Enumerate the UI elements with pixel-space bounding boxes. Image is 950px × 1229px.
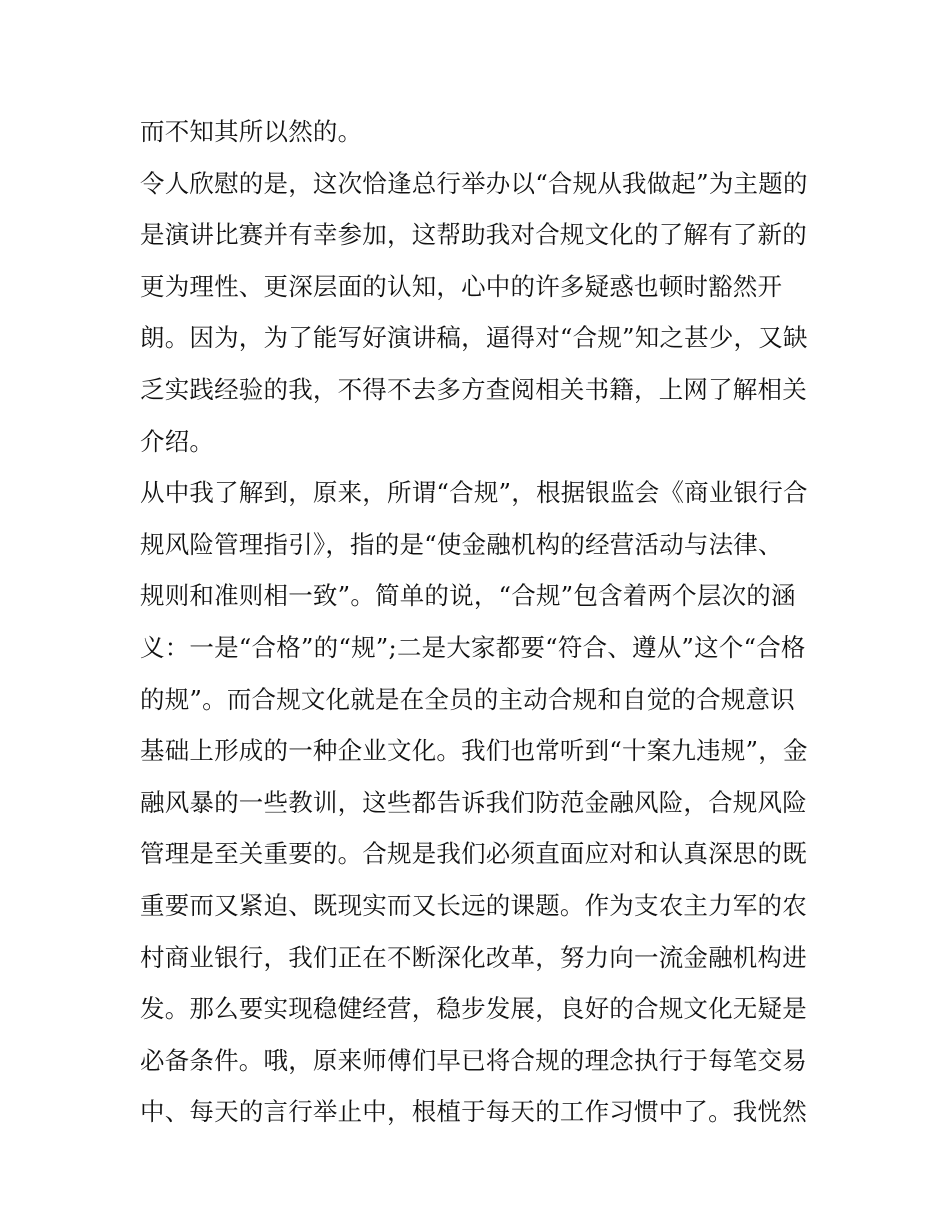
text-line: 中、每天的言行举止中，根植于每天的工作习惯中了。我恍然 — [140, 1097, 807, 1127]
text-line: 基础上形成的一种企业文化。我们也常听到“十案九违规”，金 — [140, 736, 808, 766]
text-line: 发。那么要实现稳健经营，稳步发展，良好的合规文化无疑是 — [140, 994, 807, 1024]
text-line: 规则和准则相一致”。简单的说，“合规”包含着两个层次的涵 — [140, 581, 796, 611]
text-line: 的规”。而合规文化就是在全员的主动合规和自觉的合规意识 — [140, 684, 795, 714]
text-line: 重要而又紧迫、既现实而又长远的课题。作为支农主力军的农 — [140, 890, 807, 920]
text-line: 更为理性、更深层面的认知，心中的许多疑惑也顿时豁然开 — [140, 271, 783, 301]
text-line: 而不知其所以然的。 — [140, 117, 363, 146]
text-line: 必备条件。哦，原来师傅们早已将合规的理念执行于每笔交易 — [140, 1045, 807, 1075]
body-text — [140, 106, 820, 1138]
text-line: 融风暴的一些教训，这些都告诉我们防范金融风险，合规风险 — [140, 787, 807, 817]
text-line: 村商业银行，我们正在不断深化改革，努力向一流金融机构进 — [140, 942, 807, 972]
text-line: 义：一是“合格”的“规”;二是大家都要“符合、遵从”这个“合格 — [140, 632, 806, 662]
text-line: 乏实践经验的我，不得不去多方查阅相关书籍，上网了解相关 — [140, 374, 807, 404]
text-line: 管理是至关重要的。合规是我们必须直面应对和认真深思的既 — [140, 839, 807, 869]
text-line: 从中我了解到，原来，所谓“合规”，根据银监会《商业银行合 — [140, 478, 808, 508]
text-line: 介绍。 — [140, 426, 215, 456]
text-line: 令人欣慰的是，这次恰逢总行举办以“合规从我做起”为主题的 — [140, 168, 808, 198]
text-line: 规风险管理指引》，指的是“使金融机构的经营活动与法律、 — [140, 529, 783, 559]
text-line: 是演讲比赛并有幸参加，这帮助我对合规文化的了解有了新的 — [140, 220, 807, 250]
text-line: 朗。因为，为了能写好演讲稿，逼得对“合规”知之甚少，又缺 — [140, 323, 808, 353]
